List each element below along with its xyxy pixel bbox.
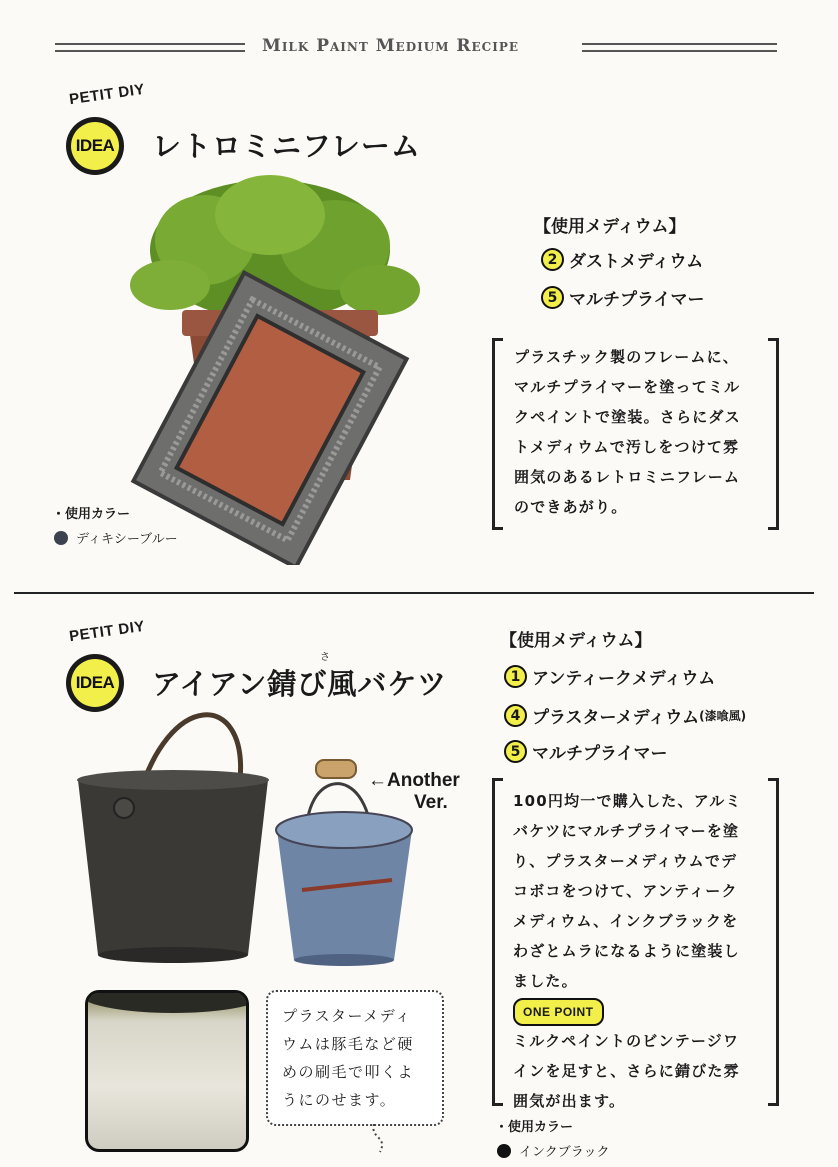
bracket-right xyxy=(768,778,779,1106)
header-rule-left xyxy=(55,43,245,52)
description-line: り、プラスターメディウムでデ xyxy=(513,852,738,870)
one-point-line: インを足すと、さらに錆びた雰 xyxy=(513,1062,740,1080)
another-line: ←Another xyxy=(368,770,460,791)
tip-line: うにのせます。 xyxy=(282,1091,397,1109)
tip-line: めの刷毛で叩くよ xyxy=(282,1063,415,1081)
idea-badge-text: IDEA xyxy=(71,659,119,707)
section2-medium-heading: 【使用メディウム】 xyxy=(500,631,652,651)
description-line: のできあがり。 xyxy=(514,498,628,516)
one-point-line: ミルクペイントのビンテージワ xyxy=(513,1032,740,1050)
tip-bubble-tail xyxy=(370,1124,400,1154)
section2-description xyxy=(513,786,763,1116)
description-line: トメディウムで汚しをつけて雰 xyxy=(514,438,740,456)
ruby-text: さ xyxy=(320,652,330,663)
section1-medium-item xyxy=(541,247,703,272)
color-swatch-dot xyxy=(54,531,68,545)
description-line: バケツにマルチプライマーを塗 xyxy=(513,822,740,840)
petit-diy-label: PETIT DIY xyxy=(68,617,146,646)
section2-medium-item xyxy=(504,739,668,764)
medium-number-badge: 4 xyxy=(504,704,527,727)
medium-number-badge: 5 xyxy=(504,740,527,763)
section1-medium-heading: 【使用メディウム】 xyxy=(534,217,686,237)
section2-color-heading: ・使用カラー xyxy=(495,1120,574,1135)
bucket-texture-photo xyxy=(85,990,249,1152)
section2-medium-item xyxy=(504,703,746,728)
iron-bucket-photo xyxy=(68,700,278,970)
medium-label: ダストメディウム xyxy=(569,252,704,272)
tip-bubble xyxy=(266,990,444,1126)
description-line: わざとムラになるように塗装し xyxy=(513,942,740,960)
section1-color-item xyxy=(54,528,178,547)
section2-medium-item xyxy=(504,664,715,689)
section1-title: レトロミニフレーム xyxy=(152,129,421,163)
one-point-line: 囲気が出ます。 xyxy=(513,1092,626,1110)
medium-label: マルチプライマー xyxy=(532,744,668,764)
section1-color-heading: ・使用カラー xyxy=(52,507,131,522)
description-line: マルチプライマーを塗ってミル xyxy=(514,378,741,396)
description-line: メディウム、インクブラックを xyxy=(513,912,739,930)
header-rule-right xyxy=(582,43,777,52)
bracket-left xyxy=(492,778,503,1106)
section2-title: アイアン錆び風バケツ xyxy=(152,667,448,701)
another-line: Ver. xyxy=(414,792,448,813)
section2-color-item xyxy=(497,1141,609,1160)
idea-badge xyxy=(66,117,124,175)
header-title: Milk Paint Medium Recipe xyxy=(262,36,519,56)
medium-number-badge: 2 xyxy=(541,248,564,271)
tip-line: プラスターメディ xyxy=(282,1007,412,1025)
color-label: インクブラック xyxy=(519,1145,610,1160)
medium-number-badge: 5 xyxy=(541,286,564,309)
section1-description xyxy=(514,342,764,522)
description-line: クペイントで塗装。さらにダス xyxy=(514,408,741,426)
idea-badge-text: IDEA xyxy=(71,122,119,170)
one-point-badge: ONE POINT xyxy=(513,998,604,1026)
description-line: 100円均一で購入した、アルミ xyxy=(513,792,742,810)
another-version-label xyxy=(368,770,460,814)
description-line: ました。 xyxy=(513,972,578,990)
description-line: 囲気のあるレトロミニフレーム xyxy=(514,468,741,486)
color-label: ディキシーブルー xyxy=(76,532,178,547)
section-divider xyxy=(14,592,814,594)
medium-label: アンティークメディウム xyxy=(532,669,716,689)
description-line: コボコをつけて、アンティーク xyxy=(513,882,738,900)
medium-label: マルチプライマー xyxy=(569,290,705,310)
medium-label: プラスターメディウム xyxy=(532,708,700,728)
section1-medium-item xyxy=(541,285,705,310)
medium-note: (漆喰風) xyxy=(699,709,747,723)
bracket-left xyxy=(492,338,503,530)
tip-line: ウムは豚毛など硬 xyxy=(282,1035,414,1053)
petit-diy-label: PETIT DIY xyxy=(68,80,146,109)
medium-number-badge: 1 xyxy=(504,665,527,688)
bracket-right xyxy=(768,338,779,530)
retro-frame-photo xyxy=(110,170,430,565)
color-swatch-dot xyxy=(497,1144,511,1158)
description-line: プラスチック製のフレームに、 xyxy=(514,348,740,366)
